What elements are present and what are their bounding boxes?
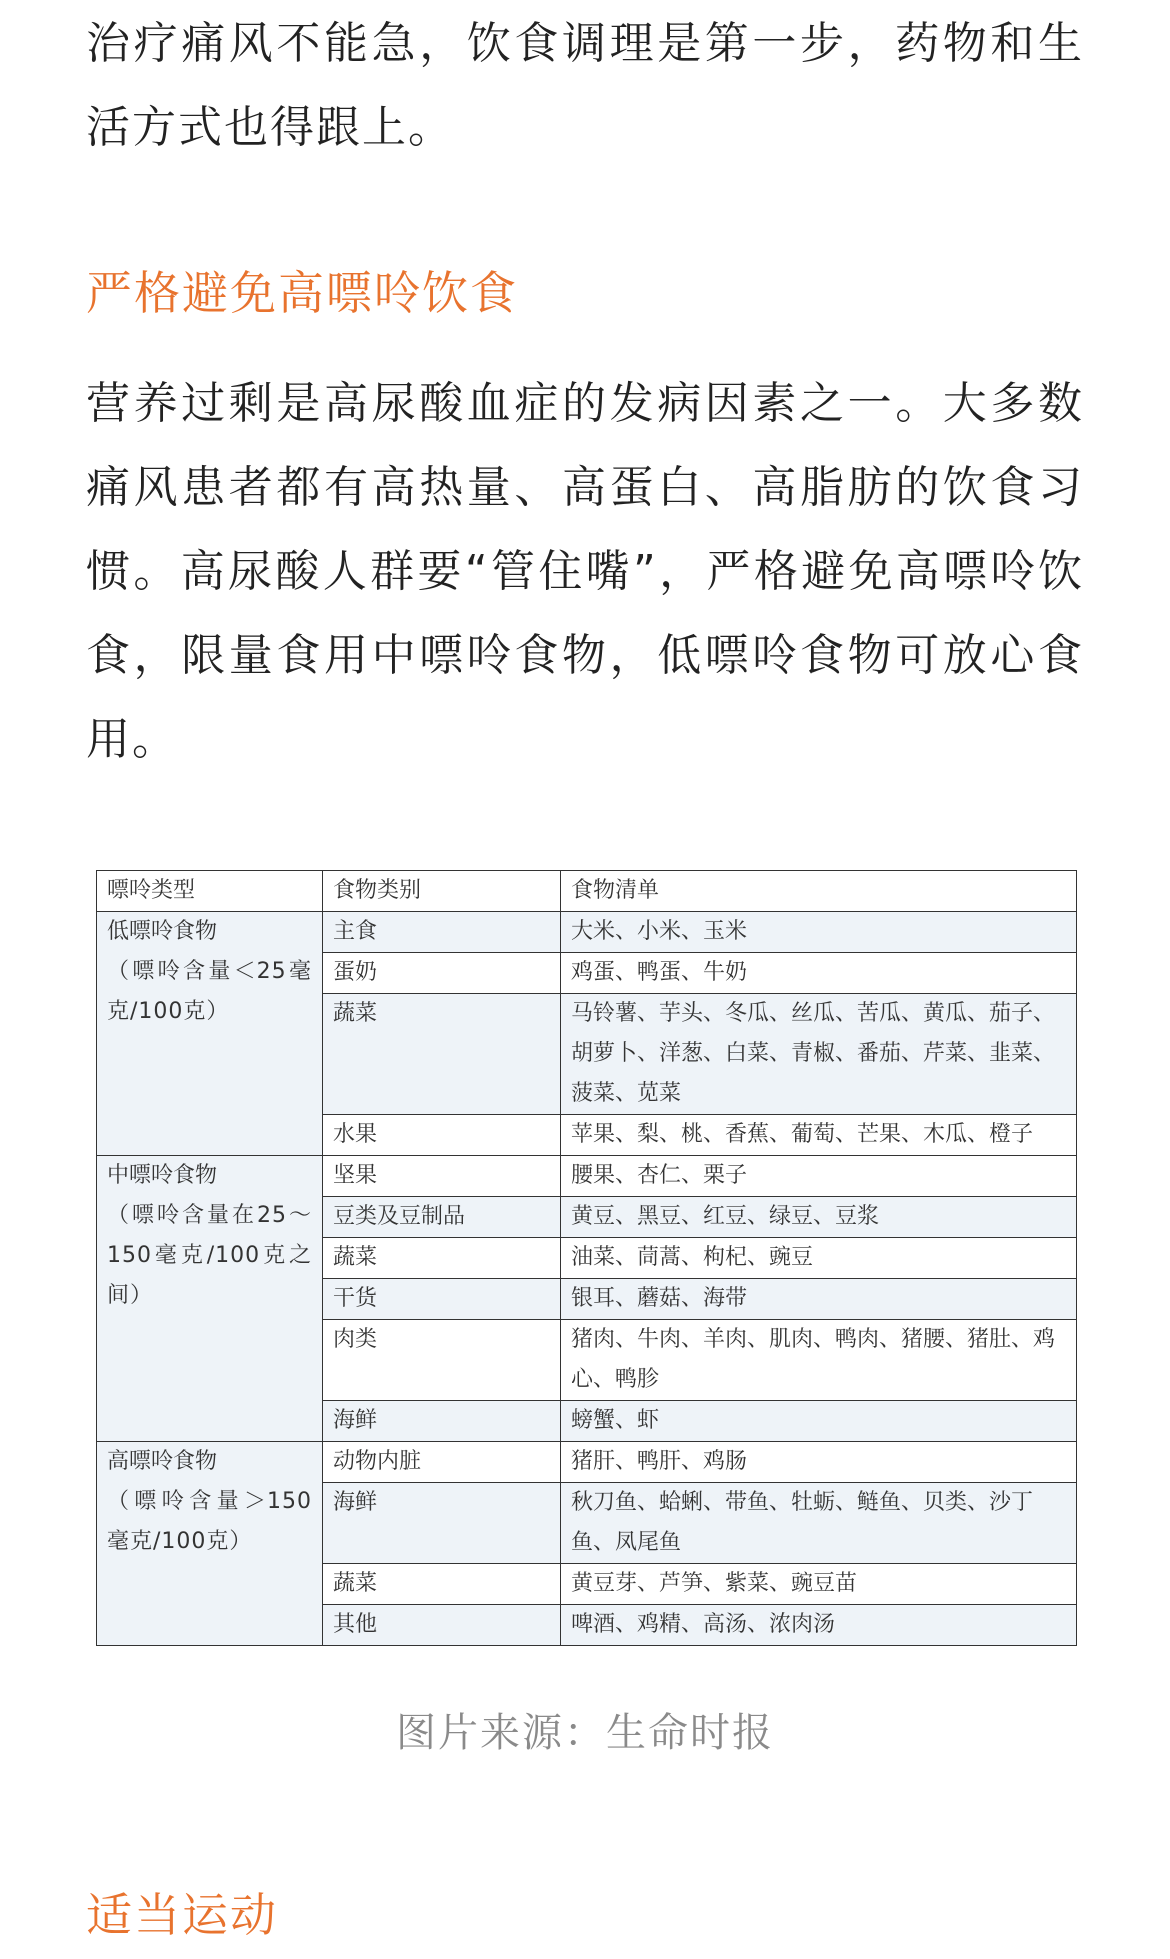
group-type: 高嘌呤食物 xyxy=(107,1449,218,1474)
items-cell: 马铃薯、芋头、冬瓜、丝瓜、苦瓜、黄瓜、茄子、胡萝卜、洋葱、白菜、青椒、番茄、芹菜、韭菜、菠菜、苋菜 xyxy=(561,994,1077,1115)
items-cell: 银耳、蘑菇、海带 xyxy=(561,1279,1077,1320)
items-cell: 螃蟹、虾 xyxy=(561,1401,1077,1442)
group-cell-medium xyxy=(97,1156,323,1442)
group-type: 低嘌呤食物 xyxy=(107,919,218,944)
section-body-paragraph: 营养过剩是高尿酸血症的发病因素之一。大多数痛风患者都有高热量、高蛋白、高脂肪的饮食习惯。高尿酸人群要“管住嘴”，严格避免高嘌呤饮食，限量食用中嘌呤食物，低嘌呤食物可放心食用。 xyxy=(86,378,1084,765)
group-cell-high xyxy=(97,1442,323,1646)
category-cell: 肉类 xyxy=(323,1320,561,1401)
category-cell: 海鲜 xyxy=(323,1401,561,1442)
items-cell: 猪肝、鸭肝、鸡肠 xyxy=(561,1442,1077,1483)
section-heading-exercise: 适当运动 xyxy=(86,1888,278,1942)
group-note: （嘌呤含量在25～150毫克/100克之间） xyxy=(107,1203,312,1308)
category-cell: 动物内脏 xyxy=(323,1442,561,1483)
category-cell: 蔬菜 xyxy=(323,994,561,1115)
group-cell-low xyxy=(97,912,323,1156)
table-row xyxy=(97,912,1077,953)
header-purine-type: 嘌呤类型 xyxy=(97,871,323,912)
category-cell: 海鲜 xyxy=(323,1483,561,1564)
category-cell: 坚果 xyxy=(323,1156,561,1197)
header-food-list: 食物清单 xyxy=(561,871,1077,912)
section-heading-avoid-high-purine: 严格避免高嘌呤饮食 xyxy=(86,266,518,320)
category-cell: 水果 xyxy=(323,1115,561,1156)
group-note: （嘌呤含量＞150毫克/100克） xyxy=(107,1489,312,1554)
items-cell: 秋刀鱼、蛤蜊、带鱼、牡蛎、鲢鱼、贝类、沙丁鱼、凤尾鱼 xyxy=(561,1483,1077,1564)
table-header-row xyxy=(97,871,1077,912)
category-cell: 其他 xyxy=(323,1605,561,1646)
items-cell: 油菜、茼蒿、枸杞、豌豆 xyxy=(561,1238,1077,1279)
items-cell: 苹果、梨、桃、香蕉、葡萄、芒果、木瓜、橙子 xyxy=(561,1115,1077,1156)
items-cell: 猪肉、牛肉、羊肉、肌肉、鸭肉、猪腰、猪肚、鸡心、鸭胗 xyxy=(561,1320,1077,1401)
category-cell: 蔬菜 xyxy=(323,1238,561,1279)
items-cell: 鸡蛋、鸭蛋、牛奶 xyxy=(561,953,1077,994)
table-row xyxy=(97,1442,1077,1483)
group-note: （嘌呤含量＜25毫克/100克） xyxy=(107,959,312,1024)
group-type: 中嘌呤食物 xyxy=(107,1163,218,1188)
table-row xyxy=(97,1156,1077,1197)
items-cell: 啤酒、鸡精、高汤、浓肉汤 xyxy=(561,1605,1077,1646)
items-cell: 大米、小米、玉米 xyxy=(561,912,1077,953)
items-cell: 黄豆、黑豆、红豆、绿豆、豆浆 xyxy=(561,1197,1077,1238)
purine-food-table xyxy=(96,870,1077,1646)
items-cell: 黄豆芽、芦笋、紫菜、豌豆苗 xyxy=(561,1564,1077,1605)
header-food-category: 食物类别 xyxy=(323,871,561,912)
category-cell: 蛋奶 xyxy=(323,953,561,994)
intro-paragraph: 治疗痛风不能急，饮食调理是第一步，药物和生活方式也得跟上。 xyxy=(86,18,1084,153)
category-cell: 蔬菜 xyxy=(323,1564,561,1605)
category-cell: 主食 xyxy=(323,912,561,953)
category-cell: 干货 xyxy=(323,1279,561,1320)
items-cell: 腰果、杏仁、栗子 xyxy=(561,1156,1077,1197)
purine-food-table-image xyxy=(96,870,1076,1646)
image-caption: 图片来源：生命时报 xyxy=(396,1710,774,1756)
category-cell: 豆类及豆制品 xyxy=(323,1197,561,1238)
